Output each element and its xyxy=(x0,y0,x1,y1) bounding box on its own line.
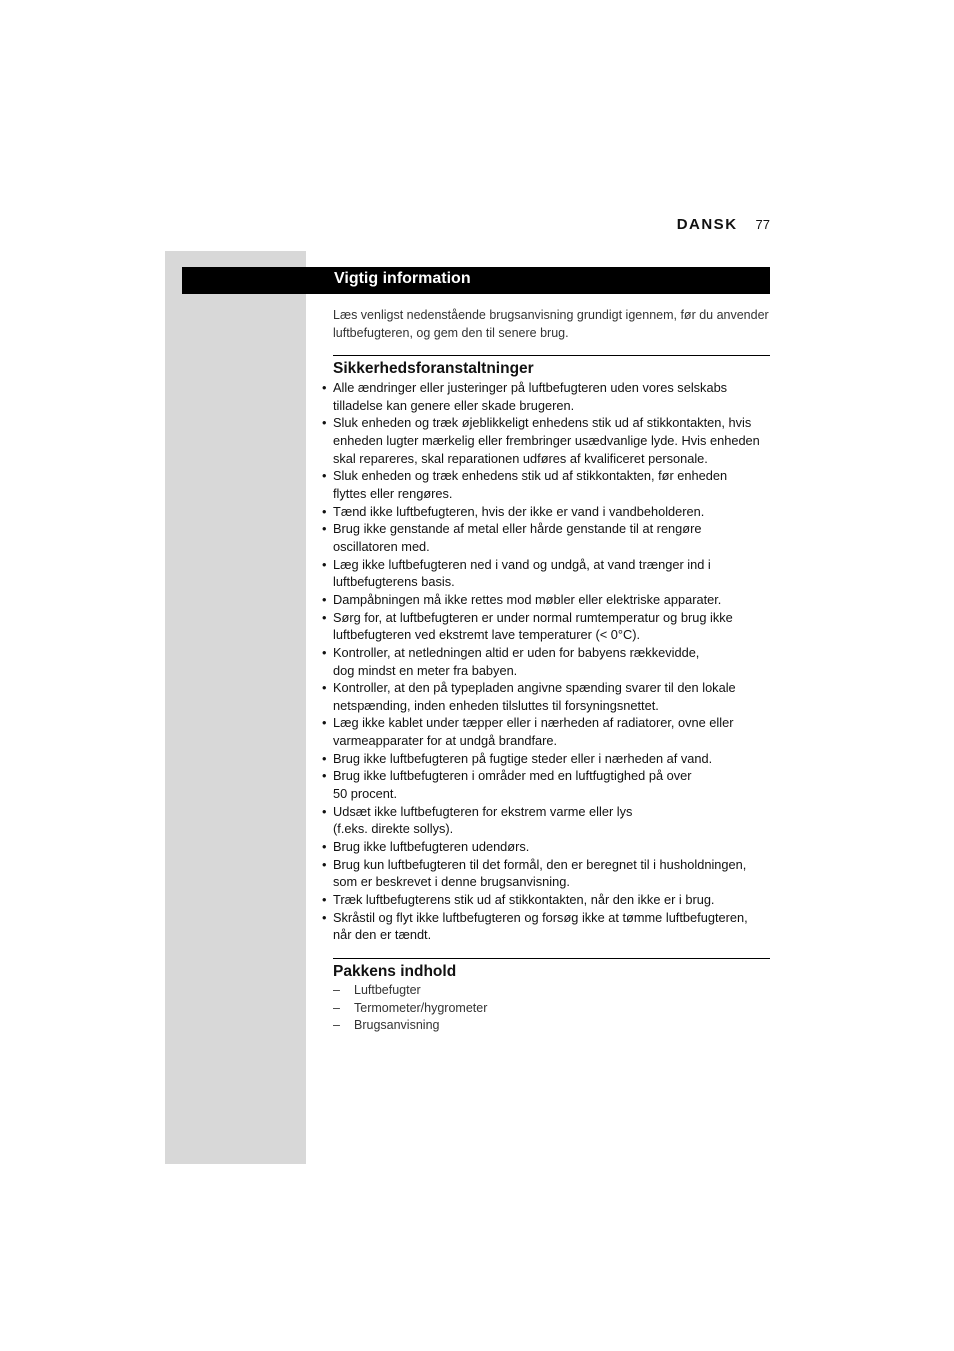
page-number: 77 xyxy=(755,217,770,232)
safety-list-item: • Sørg for, at luftbefugteren er under normal rumtemperatur og brug ikke luftbefugteren ved ekstremt lave temperaturer (< 0°C). xyxy=(333,609,770,644)
intro-paragraph: Læs venligst nedenstående brugsanvisning grundigt igennem, før du anvender luftbefugteren, og gem den til senere brug. xyxy=(333,308,769,340)
title-bar xyxy=(182,267,770,294)
language-label: DANSK xyxy=(676,216,738,233)
safety-list-item: • Dampåbningen må ikke rettes mod møbler eller elektriske apparater. xyxy=(333,591,770,609)
contents-heading: Pakkens indhold xyxy=(333,958,770,982)
safety-list-item: • Læg ikke kablet under tæpper eller i nærheden af radiatorer, ovne eller varmeapparater for at undgå brandfare. xyxy=(333,714,770,749)
safety-list-item: • Brug ikke luftbefugteren på fugtige steder eller i nærheden af vand. xyxy=(333,750,770,768)
safety-list-item: • Træk luftbefugterens stik ud af stikkontakten, når den ikke er i brug. xyxy=(333,891,770,909)
contents-list xyxy=(333,982,770,1035)
contents-item-label: Brugsanvisning xyxy=(354,1018,440,1033)
dash-marker: – xyxy=(333,1000,340,1015)
safety-list-item: • Brug kun luftbefugteren til det formål, den er beregnet til i husholdningen, som er beskrevet i denne brugsanvisning. xyxy=(333,856,770,891)
page-header xyxy=(677,216,770,233)
safety-list-item: • Tænd ikke luftbefugteren, hvis der ikke er vand i vandbeholderen. xyxy=(333,503,770,521)
safety-list-item: • Sluk enheden og træk øjeblikkeligt enhedens stik ud af stikkontakten, hvis enheden lugter mærkelig eller frembringer usædvanlige lyde. Hvis enheden skal repareres, skal reparationen udføres af kvalificeret personale. xyxy=(333,414,770,467)
dash-marker: – xyxy=(333,983,340,997)
safety-list xyxy=(333,379,770,944)
safety-list-item: • Skråstil og flyt ikke luftbefugteren og forsøg ikke at tømme luftbefugteren, når den er tændt. xyxy=(333,909,770,944)
page-title: Vigtig information xyxy=(334,270,471,287)
safety-list-item: • Brug ikke luftbefugteren i områder med en luftfugtighed på over 50 procent. xyxy=(333,767,770,802)
safety-list-item: • Kontroller, at netledningen altid er uden for babyens rækkevidde, dog mindst en meter fra babyen. xyxy=(333,644,770,679)
safety-list-item: • Sluk enheden og træk enhedens stik ud af stikkontakten, før enheden flyttes eller rengøres. xyxy=(333,467,770,502)
safety-list-item: • Brug ikke luftbefugteren udendørs. xyxy=(333,838,770,856)
dash-marker: – xyxy=(333,1018,340,1033)
safety-list-item: • Kontroller, at den på typepladen angivne spænding svarer til den lokale netspænding, inden enheden tilsluttes til forsyningsnettet. xyxy=(333,679,770,714)
safety-heading: Sikkerhedsforanstaltninger xyxy=(333,355,770,379)
safety-list-item: • Brug ikke genstande af metal eller hårde genstande til at rengøre oscillatoren med. xyxy=(333,520,770,555)
safety-list-item: • Læg ikke luftbefugteren ned i vand og undgå, at vand trænger ind i luftbefugterens basis. xyxy=(333,556,770,591)
safety-list-item: • Alle ændringer eller justeringer på luftbefugteren uden vores selskabs tilladelse kan genere eller skade brugeren. xyxy=(333,379,770,414)
safety-list-item: • Udsæt ikke luftbefugteren for ekstrem varme eller lys (f.eks. direkte sollys). xyxy=(333,803,770,838)
main-content xyxy=(333,306,770,1035)
contents-list-item xyxy=(333,1000,770,1018)
contents-list-item xyxy=(333,1017,770,1035)
sidebar-band xyxy=(165,251,306,1164)
contents-item-label: Termometer/hygrometer xyxy=(354,1000,488,1015)
contents-item-label: Luftbefugter xyxy=(354,983,421,997)
contents-list-item xyxy=(333,982,770,1000)
